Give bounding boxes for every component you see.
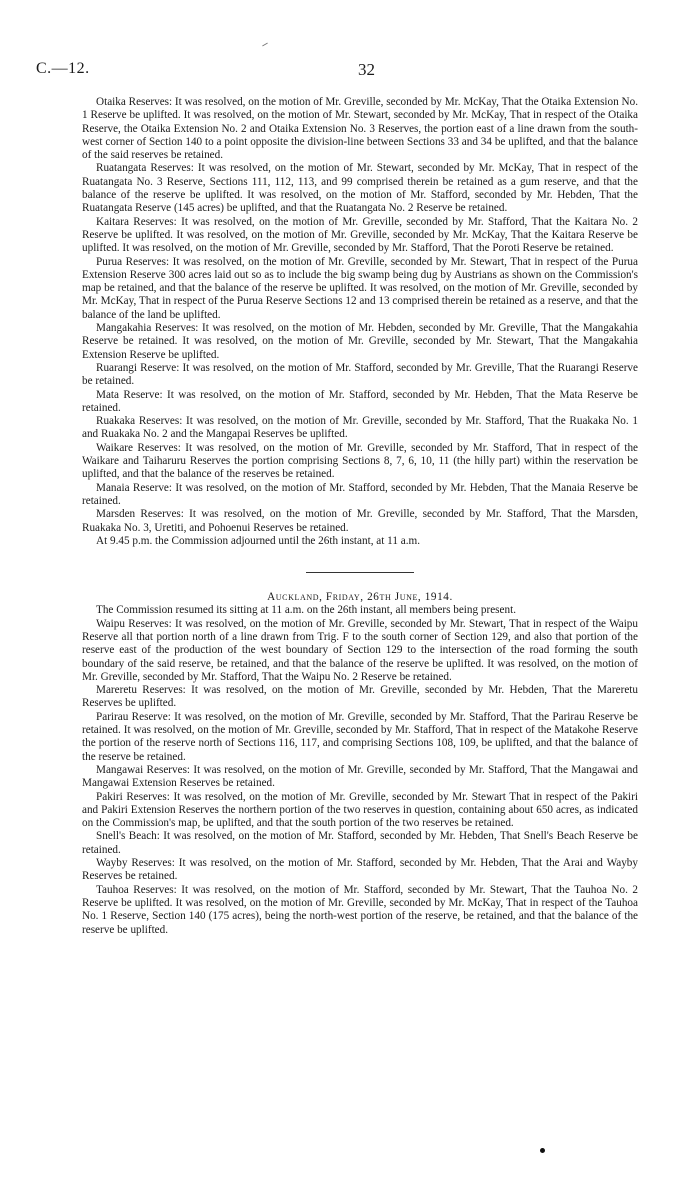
paragraph-adjournment: At 9.45 p.m. the Commission adjourned until the 26th instant, at 11 a.m.	[96, 534, 420, 547]
paragraph-snells-beach: Snell's Beach: It was resolved, on the motion of Mr. Stafford, seconded by Mr. Hebden, That Snell's Beach Reserve be retained.	[82, 830, 638, 856]
paragraph-mata: Mata Reserve: It was resolved, on the motion of Mr. Stafford, seconded by Mr. Hebden, That the Mata Reserve be retained.	[82, 388, 638, 414]
page-number: 32	[358, 60, 375, 79]
paragraph-mangawai: Mangawai Reserves: It was resolved, on the motion of Mr. Greville, seconded by Mr. Stafford, That the Mangawai and Mangawai Extension Reserves be retained.	[82, 763, 638, 790]
document-body	[82, 96, 638, 937]
paragraph-ruakaka: Ruakaka Reserves: It was resolved, on the motion of Mr. Greville, seconded by Mr. Stafford, That the Ruakaka No. 1 and Ruakaka No. 2 and the Mangapai Reserves be uplifted.	[82, 415, 638, 441]
paragraph-wayby: Wayby Reserves: It was resolved, on the motion of Mr. Stafford, seconded by Mr. Hebden, That the Arai and Wayby Reserves be retained.	[82, 857, 638, 883]
paragraph-mareretu: Mareretu Reserves: It was resolved, on the motion of Mr. Greville, seconded by Mr. Hebden, That the Mareretu Reserves be uplifted.	[82, 684, 638, 710]
section-divider	[306, 572, 414, 573]
paragraph-ruatangata: Ruatangata Reserves: It was resolved, on the motion of Mr. Stewart, seconded by Mr. McKay, That in respect of the Ruatangata No. 3 Reserve, Sections 111, 112, 113, and 99 comprised therein be retained as a gum reserve, and that the balance of the reserve be uplifted. It was resolved, on the motion of Mr. Stafford, seconded by Mr. Hebden, That the Ruatangata Reserve (145 acres) be uplifted, and that the Ruatangata No. 2 Reserve be retained.	[82, 162, 638, 215]
paragraph-waikare: Waikare Reserves: It was resolved, on the motion of Mr. Greville, seconded by Mr. Stafford, That in respect of the Waikare and Taiharuru Reserves the portion comprising Sections 8, 7, 6, 10, 11 (the hilly part) within the reservation be uplifted, and that the balance of the reserves be retained.	[82, 441, 638, 481]
document-reference: C.—12.	[36, 60, 90, 77]
paragraph-waipu: Waipu Reserves: It was resolved, on the motion of Mr. Greville, seconded by Mr. Stewart, That in respect of the Waipu Reserve all that portion north of a line drawn from Trig. F to the south corner of Section 129, and also that portion of the reserve east of the production of the west boundary of Section 129 to the intersection of the road forming the south boundary of the said reserve, be retained, and that the balance of the reserve be uplifted. It was resolved, on the motion of Mr. Greville, seconded by Mr. Stafford, That the Waipu No. 2 Reserve be retained.	[82, 617, 638, 683]
paragraph-resumed: The Commission resumed its sitting at 11 a.m. on the 26th instant, all members being present.	[96, 604, 516, 617]
page-header	[36, 60, 676, 84]
paragraph-parirau: Parirau Reserve: It was resolved, on the motion of Mr. Greville, seconded by Mr. Stafford, That the Parirau Reserve be retained. It was resolved, on the motion of Mr. Greville, seconded by Mr. Stafford, That in respect of the Matakohe Reserve the portion of the reserve north of Sections 116, 117, and comprising Sections 108, 109, be uplifted, and that the balance of the reserve be retained.	[82, 710, 638, 763]
paragraph-ruarangi: Ruarangi Reserve: It was resolved, on the motion of Mr. Stafford, seconded by Mr. Greville, That the Ruarangi Reserve be retained.	[82, 361, 638, 388]
scan-mark	[262, 43, 268, 47]
paragraph-kaitara: Kaitara Reserves: It was resolved, on the motion of Mr. Greville, seconded by Mr. Stafford, That the Kaitara No. 2 Reserve be uplifted. It was resolved, on the motion of Mr. Greville, seconded by Mr. McKay, That the Kaitara Reserve be uplifted. It was resolved, on the motion of Mr. Greville, seconded by Mr. Stafford, That the Poroti Reserve be retained.	[82, 215, 638, 255]
paragraph-manaia: Manaia Reserve: It was resolved, on the motion of Mr. Stafford, seconded by Mr. Hebden, That the Manaia Reserve be retained.	[82, 481, 638, 507]
paragraph-otaika: Otaika Reserves: It was resolved, on the motion of Mr. Greville, seconded by Mr. McKay, That the Otaika Extension No. 1 Reserve be uplifted. It was resolved, on the motion of Mr. Stewart, seconded by Mr. McKay, That in respect of the Otaika Reserve, the Otaika Extension No. 2 and Otaika Extension No. 3 Reserves, the portion east of a line drawn from the south-west corner of Section 140 to a point opposite the division-line between Sections 33 and 34 be uplifted, and that the balance of the said reserves be retained.	[82, 96, 638, 162]
paragraph-mangakahia: Mangakahia Reserves: It was resolved, on the motion of Mr. Hebden, seconded by Mr. Greville, That the Mangakahia Reserve be retained. It was resolved, on the motion of Mr. Greville, seconded by Mr. Stewart, That the Mangakahia Extension Reserve be uplifted.	[82, 322, 638, 361]
ink-dot	[540, 1148, 545, 1153]
paragraph-tauhoa: Tauhoa Reserves: It was resolved, on the motion of Mr. Stafford, seconded by Mr. Stewart, That the Tauhoa No. 2 Reserve be uplifted. It was resolved, on the motion of Mr. Greville, seconded by Mr. McKay, That in respect of the Tauhoa No. 1 Reserve, Section 140 (175 acres), being the north-west portion of the reserve, be retained, and that the balance of the reserve be uplifted.	[82, 883, 638, 936]
paragraph-marsden: Marsden Reserves: It was resolved, on the motion of Mr. Greville, seconded by Mr. Stafford, That the Marsden, Ruakaka No. 3, Uretiti, and Pohoenui Reserves be retained.	[82, 508, 638, 534]
session-dateline: Auckland, Friday, 26th June, 1914.	[267, 591, 453, 604]
paragraph-pakiri: Pakiri Reserves: It was resolved, on the motion of Mr. Greville, seconded by Mr. Stewart That in respect of the Pakiri and Pakiri Extension Reserves the northern portion of the two reserves in question, containing about 650 acres, as indicated on the Commission's map, be uplifted, and that the south portion of the two reserves be retained.	[82, 790, 638, 830]
paragraph-purua: Purua Reserves: It was resolved, on the motion of Mr. Greville, seconded by Mr. Stewart, That in respect of the Purua Extension Reserve 300 acres laid out so as to include the big swamp being dug by Austrians as shown on the Commission's map be retained, and that the balance of the reserve be uplifted. It was resolved, on the motion of Mr. Greville, seconded by Mr. McKay, That in respect of the Purua Reserve Sections 12 and 13 comprised therein be retained as a reserve, and that the balance of the land be uplifted.	[82, 255, 638, 321]
